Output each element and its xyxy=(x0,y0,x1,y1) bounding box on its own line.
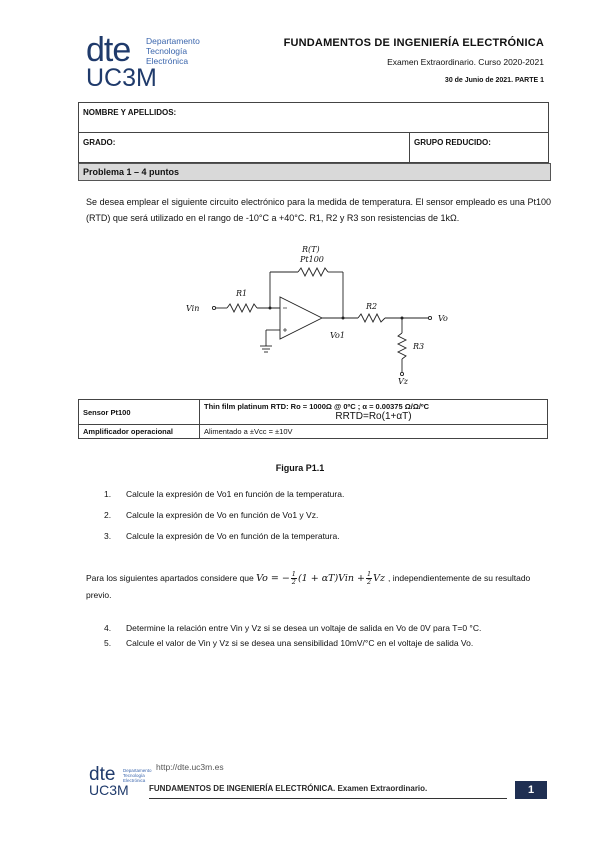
page-number: 1 xyxy=(515,781,547,799)
logo-line-1: Departamento xyxy=(146,36,200,46)
logo-uc3m-text: UC3M xyxy=(86,64,157,92)
sensor-spec xyxy=(200,400,548,425)
component-spec-table xyxy=(78,399,548,439)
course-title: FUNDAMENTOS DE INGENIERÍA ELECTRÓNICA xyxy=(283,37,544,49)
vo1-label: Vo1 xyxy=(330,331,345,340)
problem-heading: Problema 1 – 4 puntos xyxy=(78,163,551,181)
question-1: 1. Calcule la expresión de Vo1 en función de la temperatura. xyxy=(104,489,345,499)
question-2: 2. Calcule la expresión de Vo en función de Vo1 y Vz. xyxy=(104,510,319,520)
r3-label: R3 xyxy=(413,342,425,351)
problem-intro: Se desea emplear el siguiente circuito electrónico para la medida de temperatura. El sensor empleado es una Pt100 (RTD) que será utilizado en el rango de -10°C a +40°C. R1, R2 y R3 son resistencias de 1kΩ. xyxy=(86,197,551,223)
vin-terminal xyxy=(212,306,215,309)
group-field[interactable]: GRUPO REDUCIDO: xyxy=(410,133,549,163)
circuit-diagram xyxy=(180,238,460,390)
amp-spec: Alimentado a ±Vcc = ±10V xyxy=(200,425,548,439)
r2-resistor xyxy=(358,314,385,322)
r3-resistor xyxy=(398,333,406,359)
footer-url-link[interactable]: http://dte.uc3m.es xyxy=(156,762,224,772)
assumption-paragraph: Para los siguientes apartados considere que Vo = − $\frac{1}{2}$ (1 + αT)Vin + $\frac{1}{2}$ Vz , independientemente de su resultado previo. xyxy=(86,570,531,600)
student-info-table xyxy=(78,102,549,163)
footer-course-title: FUNDAMENTOS DE INGENIERÍA ELECTRÓNICA. Examen Extraordinario. xyxy=(149,784,507,799)
rt-pt100-resistor xyxy=(298,268,328,276)
question-3: 3. Calcule la expresión de Vo en función de la temperatura. xyxy=(104,531,340,541)
figure-caption: Figura P1.1 xyxy=(275,463,325,473)
question-5: 5. Calcule el valor de Vin y Vz si se desea una sensibilidad 10mV/°C en el voltaje de salida Vo. xyxy=(104,638,474,648)
amp-label: Amplificador operacional xyxy=(79,425,200,439)
logo-dte-text: dte xyxy=(86,31,131,69)
sensor-label: Sensor Pt100 xyxy=(79,400,200,425)
vz-label: Vz xyxy=(398,377,408,386)
grade-field[interactable]: GRADO: xyxy=(79,133,410,163)
logo-department-text xyxy=(146,36,200,66)
footer-logo: dte Departamento Tecnología Electrónica UC3M xyxy=(89,764,152,798)
logo-line-3: Electrónica xyxy=(146,56,189,66)
exam-subtitle: Examen Extraordinario. Curso 2020-2021 xyxy=(387,57,544,67)
vo-label: Vo xyxy=(438,314,448,323)
exam-date: 30 de Junio de 2021. PARTE 1 xyxy=(444,77,544,84)
logo-line-2: Tecnología xyxy=(146,46,188,56)
vin-label: Vin xyxy=(186,304,200,313)
sensor-spec-line1: Thin film platinum RTD: Ro = 1000Ω @ 0ºC ; α = 0.00375 Ω/Ω/ºC xyxy=(204,402,430,411)
sensor-spec-formula: RRTD=Ro(1+αT) xyxy=(335,411,412,422)
fraction-half-2: $\frac{1}{2}$ xyxy=(366,570,372,586)
rt-label: R(T) xyxy=(302,245,320,254)
r1-label: R1 xyxy=(236,289,248,298)
opamp-symbol xyxy=(280,297,322,339)
r2-label: R2 xyxy=(366,302,378,311)
pt100-label: Pt100 xyxy=(300,255,324,264)
vz-terminal xyxy=(400,372,403,375)
name-field[interactable]: NOMBRE Y APELLIDOS: xyxy=(79,103,549,133)
r1-resistor xyxy=(227,304,257,312)
vo-formula: Vo = − $\frac{1}{2}$ (1 + αT)Vin + $\frac{1}{2}$ Vz xyxy=(256,570,385,586)
question-4: 4. Determine la relación entre Vin y Vz si se desea un voltaje de salida en Vo de 0V para T=0 °C. xyxy=(104,623,482,633)
fraction-half-1: $\frac{1}{2}$ xyxy=(291,570,296,586)
vo-terminal xyxy=(428,316,431,319)
dte-logo xyxy=(86,33,226,93)
